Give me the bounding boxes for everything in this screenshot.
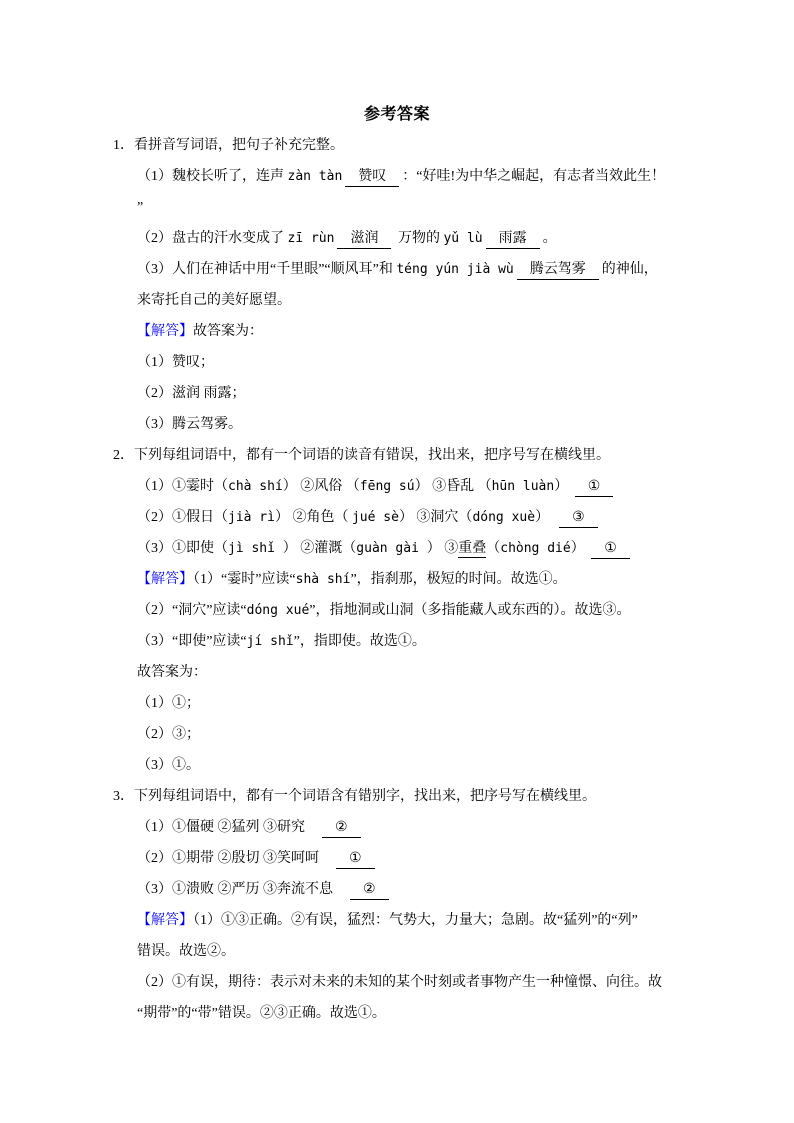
text-run: （1）①僵硬 ②猛列 ③研究 bbox=[137, 820, 319, 835]
text-run: ”，指地洞或山洞（多指能藏人或东西的）。故选③。 bbox=[309, 603, 631, 618]
doc-line bbox=[137, 874, 694, 905]
text-run: 的神仙， bbox=[601, 262, 658, 277]
text-run: （2）①有误，期待：表示对未来的未知的某个时刻或者事物产生一种憧憬、向往。故 bbox=[137, 975, 662, 990]
text-run: “期带”的“带”错误。②③正确。故选①。 bbox=[137, 1006, 386, 1021]
answer-blank: ② bbox=[322, 818, 361, 838]
text-run: （3）①溃败 ②严历 ③奔流不息 bbox=[137, 882, 347, 897]
doc-line bbox=[113, 130, 694, 161]
doc-line bbox=[137, 843, 694, 874]
text-run: 。 bbox=[542, 231, 557, 246]
text-run: ”，指刹那，极短的时间。故选①。 bbox=[350, 572, 567, 587]
doc-line bbox=[137, 161, 694, 192]
doc-line bbox=[137, 595, 694, 626]
pinyin-run: jí shǐ bbox=[246, 634, 294, 649]
doc-line bbox=[137, 626, 694, 657]
text-run: （3）①。 bbox=[137, 758, 200, 773]
doc-line bbox=[137, 657, 694, 688]
doc-line bbox=[137, 223, 694, 254]
pinyin-run: dóng xué bbox=[246, 603, 310, 618]
text-run: ） bbox=[570, 541, 589, 556]
text-run: 故答案为： bbox=[137, 665, 207, 680]
answer-blank: ① bbox=[336, 849, 375, 869]
text-run: （1）①； bbox=[137, 696, 200, 711]
text-run: ”，指即使。故选①。 bbox=[293, 634, 426, 649]
answer-blank: ③ bbox=[559, 508, 598, 528]
text-run: （1）魏校长听了，连声 bbox=[137, 169, 288, 184]
doc-line bbox=[137, 905, 694, 936]
pinyin-run: jià rì bbox=[228, 510, 275, 525]
doc-line bbox=[137, 254, 694, 285]
doc-line bbox=[137, 967, 694, 998]
answer-label: 【解答】 bbox=[137, 572, 193, 587]
doc-line bbox=[137, 998, 694, 1029]
doc-line bbox=[113, 781, 694, 812]
document-body bbox=[0, 130, 794, 1029]
text-run: 万物的 bbox=[394, 231, 444, 246]
pinyin-run: fēng sú bbox=[359, 479, 415, 494]
doc-line bbox=[137, 502, 694, 533]
text-run: ） bbox=[554, 479, 572, 494]
answer-label: 【解答】 bbox=[137, 324, 193, 339]
answer-blank: ② bbox=[350, 880, 389, 900]
text-run: （2）①假日（ bbox=[137, 510, 228, 525]
text-run: ） ②风俗 （ bbox=[282, 479, 360, 494]
text-run: （3）①即使（ bbox=[137, 541, 228, 556]
doc-line bbox=[137, 936, 694, 967]
answer-blank: 雨露 bbox=[486, 229, 540, 249]
doc-line bbox=[137, 564, 694, 595]
text-run: ） ②灌溉（ bbox=[282, 541, 357, 556]
pinyin-run: yǔ lù bbox=[443, 231, 483, 246]
doc-line bbox=[137, 750, 694, 781]
text-run: ） ③昏乱 （ bbox=[414, 479, 492, 494]
doc-line bbox=[137, 719, 694, 750]
pinyin-run: guàn gài bbox=[356, 541, 427, 556]
doc-line bbox=[137, 409, 694, 440]
text-run: ” bbox=[137, 200, 144, 215]
pinyin-run: zàn tàn bbox=[287, 169, 343, 184]
doc-line bbox=[137, 347, 694, 378]
pinyin-run: jì shǐ bbox=[228, 541, 283, 556]
text-run: （2）“洞穴”应读“ bbox=[137, 603, 247, 618]
text-run: （1）①③正确。②有误，猛烈：气势大，力量大；急剧。故“猛列”的“列” bbox=[193, 913, 638, 928]
pinyin-run: shà shí bbox=[295, 572, 351, 587]
pinyin-run: chà shí bbox=[228, 479, 283, 494]
doc-line bbox=[113, 440, 694, 471]
doc-line bbox=[137, 378, 694, 409]
answer-blank: ① bbox=[591, 539, 630, 559]
pinyin-run: chòng dié bbox=[500, 541, 571, 556]
text-run: （1）“霎时”应读“ bbox=[193, 572, 296, 587]
answer-blank: ① bbox=[575, 477, 614, 497]
text-run: （3）人们在神话中用“千里眼”“顺风耳”和 bbox=[137, 262, 397, 277]
pinyin-run: zī rùn bbox=[287, 231, 335, 246]
answer-label: 【解答】 bbox=[137, 913, 193, 928]
text-run: （1）①霎时（ bbox=[137, 479, 228, 494]
text-run: 来寄托自己的美好愿望。 bbox=[137, 293, 291, 308]
underlined-word: 重叠 bbox=[458, 541, 487, 556]
text-run: （ bbox=[486, 541, 501, 556]
doc-line bbox=[137, 192, 694, 223]
text-run: 1．看拼音写词语，把句子补充完整。 bbox=[113, 138, 344, 153]
text-run: （1）赞叹； bbox=[137, 355, 214, 370]
doc-line bbox=[137, 533, 694, 564]
text-run: （2）③； bbox=[137, 727, 200, 742]
doc-line bbox=[137, 316, 694, 347]
pinyin-run: jué sè bbox=[351, 510, 399, 525]
answer-blank: 赞叹 bbox=[345, 167, 399, 187]
text-run: （3）腾云驾雾。 bbox=[137, 417, 242, 432]
text-run: ） ②角色（ bbox=[274, 510, 352, 525]
doc-line bbox=[137, 812, 694, 843]
doc-line bbox=[137, 688, 694, 719]
text-run: 2．下列每组词语中，都有一个词语的读音有错误，找出来，把序号写在横线里。 bbox=[113, 448, 610, 463]
pinyin-run: dóng xuè bbox=[472, 510, 536, 525]
text-run: ：“好哇!为中华之崛起，有志者当效此生！ bbox=[402, 169, 666, 184]
doc-line bbox=[137, 471, 694, 502]
answer-blank: 滋润 bbox=[337, 229, 391, 249]
doc-line bbox=[137, 285, 694, 316]
text-run: 错误。故选②。 bbox=[137, 944, 235, 959]
page-title: 参考答案 bbox=[363, 106, 430, 123]
text-run: 故答案为： bbox=[193, 324, 263, 339]
text-run: ） bbox=[535, 510, 557, 525]
answer-blank: 腾云驾雾 bbox=[517, 260, 599, 280]
text-run: （2）盘古的汗水变成了 bbox=[137, 231, 288, 246]
text-run: ） ③洞穴（ bbox=[398, 510, 473, 525]
text-run: 3．下列每组词语中，都有一个词语含有错别字，找出来，把序号写在横线里。 bbox=[113, 789, 596, 804]
text-run: （2）滋润 雨露； bbox=[137, 386, 246, 401]
text-run: ） ③ bbox=[426, 541, 459, 556]
pinyin-run: téng yún jià wù bbox=[396, 262, 514, 277]
pinyin-run: hūn luàn bbox=[491, 479, 555, 494]
text-run: （2）①期带 ②殷切 ③笑呵呵 bbox=[137, 851, 333, 866]
text-run: （3）“即使”应读“ bbox=[137, 634, 247, 649]
